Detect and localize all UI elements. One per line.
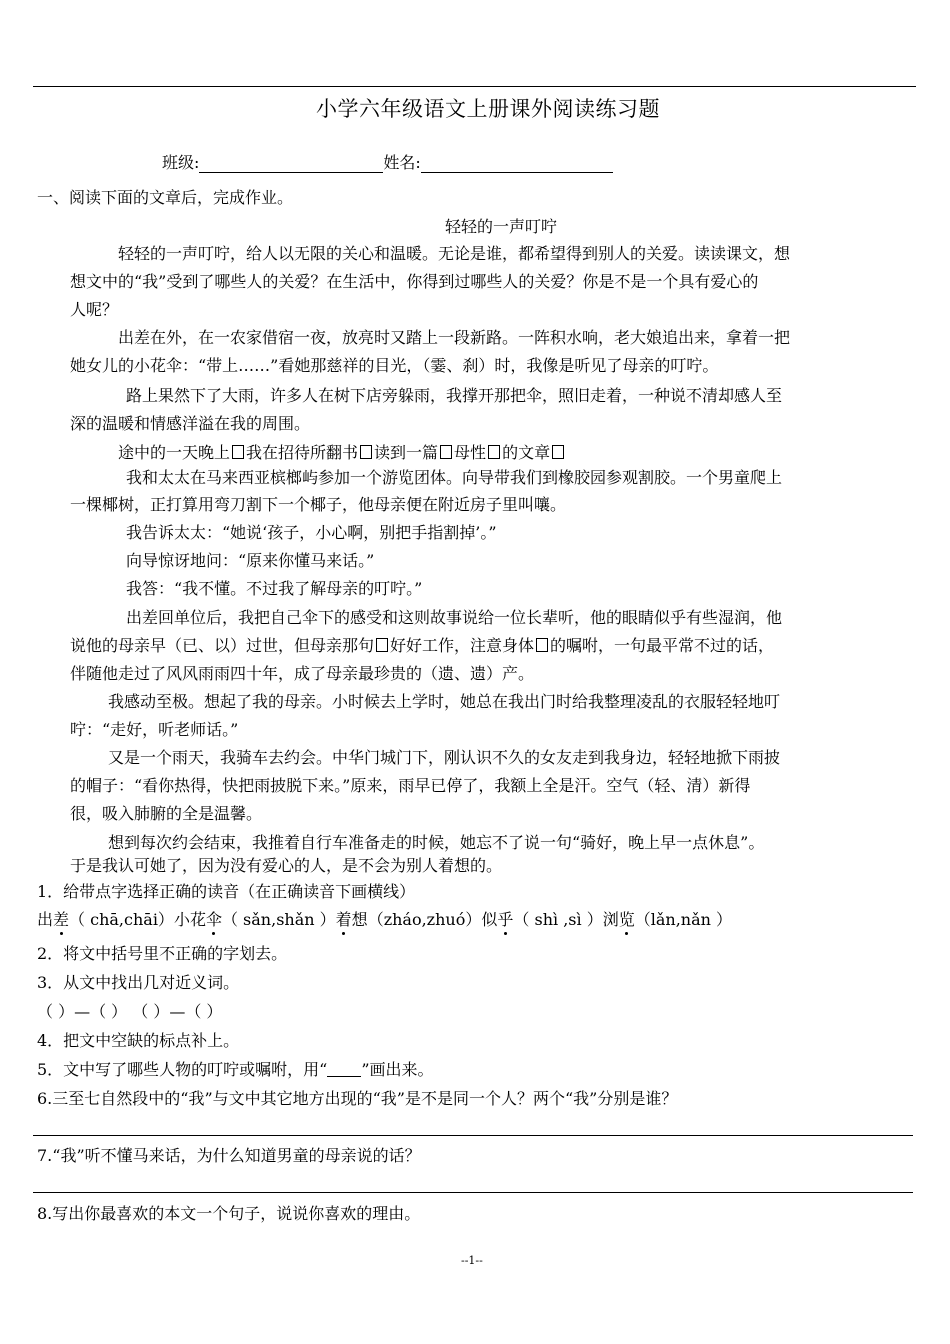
article-line-text: 又是一个雨天，我骑车去约会。中华门城门下，刚认识不久的女友走到我身边，轻轻地掀下雨披: [108, 748, 781, 767]
article-line: [126, 520, 497, 543]
question-3-pairs: （ ）—（ ） （ ）—（ ）: [37, 1002, 223, 1021]
pinyin-option: 出差（ chā,chāi）: [37, 910, 174, 929]
article-line-text: 出差回单位后，我把自己伞下的感受和这则故事说给一位长辈听，他的眼睛似乎有些湿润，他: [126, 608, 783, 627]
blank-punctuation-box[interactable]: [440, 445, 452, 459]
article-line-text: 我在招待所翻书: [246, 443, 359, 462]
blank-punctuation-box[interactable]: [488, 445, 500, 459]
question-1: 1．给带点字选择正确的读音（在正确读音下画横线）: [37, 882, 416, 901]
answer-line-6[interactable]: [33, 1135, 913, 1136]
article-line: [70, 717, 238, 740]
article-title: 轻轻的一声叮咛: [445, 217, 558, 236]
blank-punctuation-box[interactable]: [232, 445, 244, 459]
article-line-text: 想到每次约会结束，我推着自行车准备走的时候，她忘不了说一句“骑好，晚上早一点休息”。: [108, 833, 765, 852]
question-4: 4．把文中空缺的标点补上。: [37, 1031, 240, 1050]
article-line-text: 于是我认可她了，因为没有爱心的人，是不会为别人着想的。: [70, 856, 503, 875]
article-line-text: 我感动至极。想起了我的母亲。小时候去上学时，她总在我出门时给我整理凌乱的衣服轻轻地叮: [108, 692, 781, 711]
article-line-text: 我告诉太太：“她说‘孩子，小心啊，别把手指割掉’。”: [126, 523, 497, 542]
article-line-text: 伴随他走过了风风雨雨四十年，成了母亲最珍贵的（遗、遗）产。: [70, 664, 535, 683]
article-line: [70, 297, 118, 320]
article-line-text: 的帽子：“看你热得，快把雨披脱下来。”原来，雨早已停了，我额上全是汗。空气（轻、清）新得: [70, 776, 751, 795]
dotted-character: 着: [335, 910, 352, 929]
article-line: [108, 830, 764, 853]
class-name-row: [162, 150, 613, 173]
question-3: 3．从文中找出几对近义词。: [37, 973, 240, 992]
section-heading: 一、阅读下面的文章后，完成作业。: [37, 188, 294, 207]
article-line: [70, 492, 566, 515]
article-line-text: 的嘱咐，一句最平常不过的话，: [550, 636, 775, 655]
article-line: [118, 440, 566, 463]
article-line-text: 咛：“走好，听老师话。”: [70, 720, 239, 739]
article-line-text: 一棵椰树，正打算用弯刀割下一个椰子，他母亲便在附近房子里叫嚷。: [70, 495, 567, 514]
class-field[interactable]: [199, 154, 383, 173]
dotted-character: 乎: [497, 910, 514, 929]
page-title: 小学六年级语文上册课外阅读练习题: [316, 97, 660, 121]
article-line: [70, 801, 262, 824]
pinyin-option: 着想（zháo,zhuó）: [335, 910, 482, 929]
article-line-text: 轻轻的一声叮咛，给人以无限的关心和温暖。无论是谁，都希望得到别人的关爱。读读课文，想: [118, 244, 791, 263]
question-8: 8.写出你最喜欢的本文一个句子，说说你喜欢的理由。: [37, 1204, 421, 1223]
page-number: --1--: [461, 1254, 483, 1267]
article-line: [70, 353, 718, 376]
article-line: [126, 576, 422, 599]
question-5-end: ”画出来。: [361, 1060, 434, 1079]
blank-punctuation-box[interactable]: [376, 638, 388, 652]
blank-punctuation-box[interactable]: [552, 445, 564, 459]
question-5-text: 5．文中写了哪些人物的叮咛或嘱咐，用“: [37, 1060, 328, 1079]
article-line-text: 好好工作，注意身体: [390, 636, 535, 655]
blank-punctuation-box[interactable]: [360, 445, 372, 459]
answer-line-7[interactable]: [33, 1192, 913, 1193]
article-line: [126, 605, 782, 628]
article-line: [70, 411, 310, 434]
article-line: [126, 383, 782, 406]
article-line-text: 母性: [454, 443, 487, 462]
question-2: 2．将文中括号里不正确的字划去。: [37, 944, 288, 963]
name-field[interactable]: [421, 154, 613, 173]
article-line: [70, 773, 750, 796]
pinyin-option: 小花伞（ sǎn,shǎn ）: [173, 910, 336, 929]
article-line: [126, 548, 374, 571]
pinyin-option: 浏览（lǎn,nǎn ）: [602, 910, 733, 929]
dotted-character: 伞: [205, 910, 222, 929]
article-line-text: 读到一篇: [374, 443, 439, 462]
article-line-text: 途中的一天晚上: [118, 443, 231, 462]
article-line: [126, 465, 782, 488]
class-label: 班级:: [162, 153, 200, 172]
article-line: [70, 269, 758, 292]
question-1-options: [37, 907, 732, 930]
article-line-text: 深的温暖和情感洋溢在我的周围。: [70, 414, 311, 433]
blank-punctuation-box[interactable]: [536, 638, 548, 652]
question-7: 7.“我”听不懂马来话，为什么知道男童的母亲说的话？: [37, 1146, 421, 1165]
article-line: [70, 661, 534, 684]
dotted-character: 览: [618, 910, 635, 929]
article-line-text: 向导惊讶地问：“原来你懂马来话。”: [126, 551, 375, 570]
question-5: [37, 1057, 434, 1080]
article-line-text: 她女儿的小花伞：“带上……”看她那慈祥的目光，（霎、刹）时，我像是听见了母亲的叮咛。: [70, 356, 719, 375]
article-line-text: 我和太太在马来西亚槟榔屿参加一个游览团体。向导带我们到橡胶园参观割胶。一个男童爬上: [126, 468, 783, 487]
name-label: 姓名:: [383, 153, 421, 172]
article-line-text: 我答：“我不懂。不过我了解母亲的叮咛。”: [126, 579, 423, 598]
article-line-text: 的文章: [502, 443, 551, 462]
pinyin-option: 似乎（ shì ,sì ）: [481, 910, 603, 929]
article-line: [70, 853, 502, 876]
article-line-text: 路上果然下了大雨，许多人在树下店旁躲雨，我撑开那把伞，照旧走着，一种说不清却感人至: [126, 386, 783, 405]
dotted-character: 差: [53, 910, 70, 929]
article-line-text: 想文中的“我”受到了哪些人的关爱？在生活中，你得到过哪些人的关爱？你是不是一个具有爱心的: [70, 272, 759, 291]
article-line-text: 出差在外，在一农家借宿一夜，放亮时又踏上一段新路。一阵积水响，老大娘追出来，拿着一把: [118, 328, 791, 347]
question-6: 6.三至七自然段中的“我”与文中其它地方出现的“我”是不是同一个人？两个“我”分别是谁？: [37, 1089, 678, 1108]
article-line-text: 人呢？: [70, 300, 119, 319]
underline-sample: [327, 1062, 361, 1077]
article-line: [70, 633, 774, 656]
article-line-text: 很，吸入肺腑的全是温馨。: [70, 804, 263, 823]
top-rule: [33, 86, 916, 87]
article-line: [108, 689, 780, 712]
article-line: [118, 241, 790, 264]
article-line: [118, 325, 790, 348]
article-line: [108, 745, 780, 768]
article-line-text: 说他的母亲早（已、以）过世，但母亲那句: [70, 636, 375, 655]
